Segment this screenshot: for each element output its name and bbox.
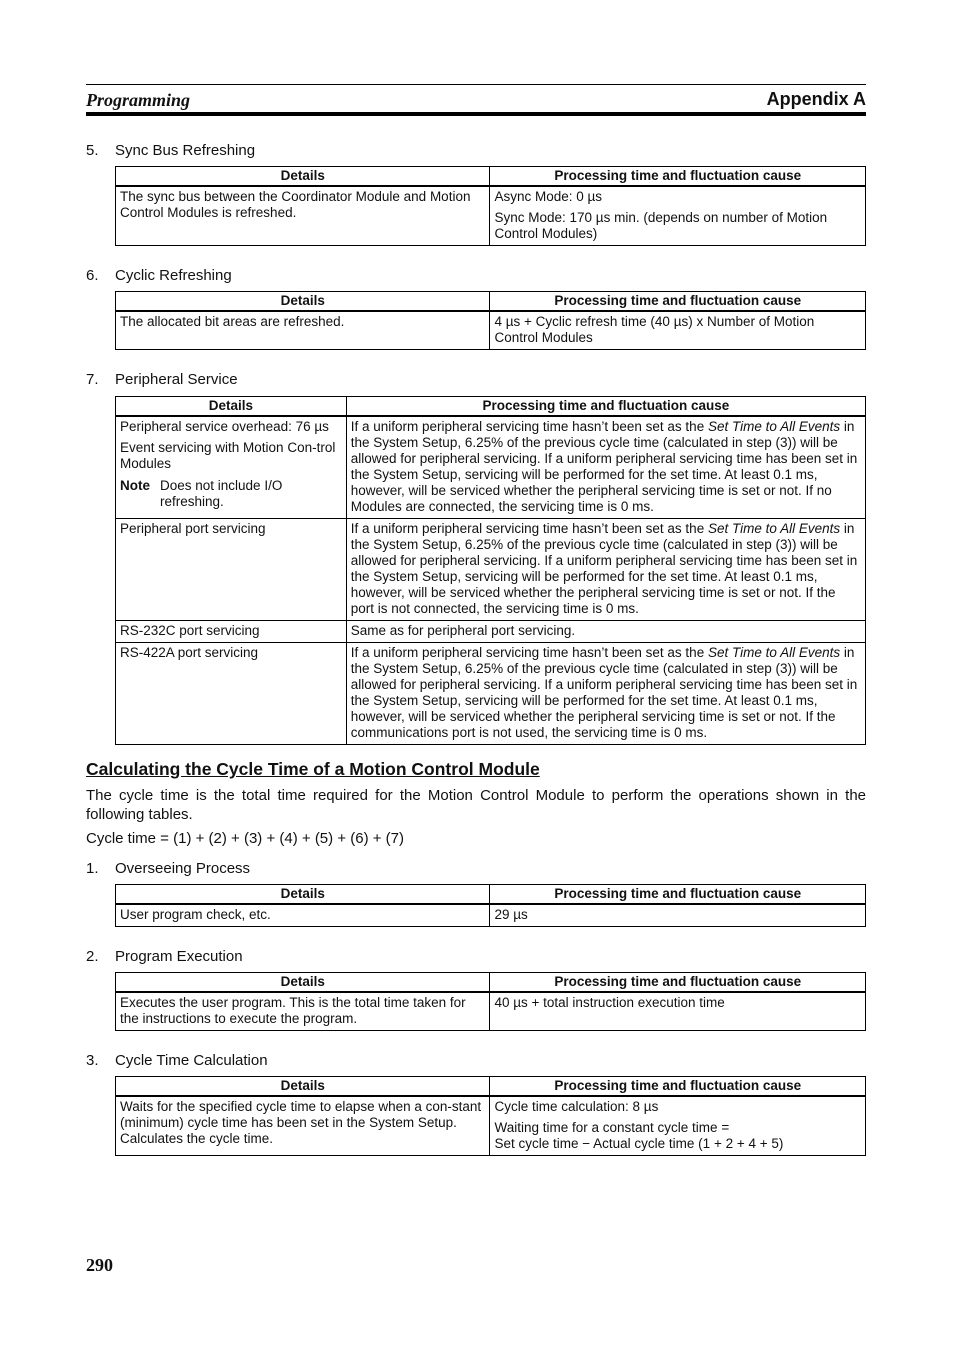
cell-processing: Same as for peripheral port servicing. — [346, 620, 865, 642]
header-rule-top — [86, 84, 866, 85]
cycle-time-formula: Cycle time = (1) + (2) + (3) + (4) + (5) + (6) + (7) — [86, 830, 405, 847]
processing-text: in the System Setup, 6.25% of the previous cycle time (calculated in step (3)) will be allowed for peripheral servicing. If a uniform peripheral servicing time has been set in the System Setup, servicing will be performed for the set time. At least 0.1 ms, however, will be serviced whether the peripheral servicing time is set or not. If the communications port is not used, the servicing time is 0 ms. — [350, 644, 858, 740]
processing-line: Async Mode: 0 µs — [494, 188, 603, 204]
col-header-processing: Processing time and fluctuation cause — [346, 397, 865, 416]
item-number: 1. — [86, 860, 99, 877]
note-text: Does not include I/O refreshing. — [160, 477, 283, 509]
item-title: Sync Bus Refreshing — [115, 142, 256, 159]
table-overseeing-process — [115, 884, 866, 927]
note-label: Note — [120, 477, 150, 493]
col-header-processing: Processing time and fluctuation cause — [490, 885, 866, 904]
setting-name: Set Time to All Events — [707, 418, 841, 434]
item-cycle-time-calculation — [86, 1052, 268, 1069]
cell-processing — [490, 1096, 866, 1156]
item-number: 7. — [86, 371, 99, 388]
table-cyclic-refreshing — [115, 291, 866, 350]
header-rule-bottom — [86, 112, 866, 116]
item-overseeing-process — [86, 860, 250, 877]
col-header-details: Details — [116, 1077, 490, 1096]
processing-line: Cycle time calculation: 8 µs — [494, 1098, 659, 1114]
col-header-details: Details — [116, 167, 490, 186]
cell-details: Peripheral port servicing — [116, 518, 347, 620]
processing-line: Set cycle time − Actual cycle time (1 + 2 + 4 + 5) — [494, 1135, 784, 1151]
table-program-execution — [115, 972, 866, 1031]
item-title: Peripheral Service — [115, 371, 238, 388]
page-number: 290 — [86, 1255, 113, 1275]
cell-details: RS-422A port servicing — [116, 642, 347, 744]
cell-details: User program check, etc. — [116, 904, 490, 927]
table-cycle-time-calculation — [115, 1076, 866, 1156]
item-title: Program Execution — [115, 948, 243, 965]
processing-text: in the System Setup, 6.25% of the previous cycle time (calculated in step (3)) will be allowed for peripheral servicing. If a uniform peripheral servicing time has been set in the System Setup, servicing will be performed for the set time. At least 0.1 ms, however, will be serviced whether the peripheral servicing time is set or not. If the port is not connected, the servicing time is 0 ms. — [350, 520, 858, 616]
details-line: Event servicing with Motion Con-trol Modules — [120, 439, 336, 471]
processing-text: If a uniform peripheral servicing time hasn’t been set as the — [350, 520, 708, 536]
col-header-processing: Processing time and fluctuation cause — [490, 1077, 866, 1096]
item-cyclic-refreshing — [86, 267, 232, 284]
header-section-title: Programming — [86, 90, 191, 110]
col-header-processing: Processing time and fluctuation cause — [490, 167, 866, 186]
item-sync-bus-refreshing — [86, 142, 255, 159]
cell-processing: 4 µs + Cyclic refresh time (40 µs) x Number of Motion Control Modules — [490, 311, 866, 350]
note — [120, 478, 342, 510]
cell-details: The sync bus between the Coordinator Module and Motion Control Modules is refreshed. — [116, 186, 490, 246]
col-header-processing: Processing time and fluctuation cause — [490, 973, 866, 992]
processing-line: Sync Mode: 170 µs min. (depends on number of Motion Control Modules) — [494, 209, 828, 241]
col-header-processing: Processing time and fluctuation cause — [490, 292, 866, 311]
col-header-details: Details — [116, 885, 490, 904]
header-appendix-label: Appendix A — [766, 89, 866, 109]
cell-details — [116, 416, 347, 519]
processing-text: If a uniform peripheral servicing time hasn’t been set as the — [350, 644, 708, 660]
item-title: Cyclic Refreshing — [115, 267, 232, 284]
item-number: 5. — [86, 142, 99, 159]
intro-paragraph: The cycle time is the total time required for the Motion Control Module to perform the operations shown in the following tables. — [86, 787, 866, 823]
item-title: Cycle Time Calculation — [115, 1052, 268, 1069]
item-peripheral-service — [86, 371, 238, 388]
item-number: 3. — [86, 1052, 99, 1069]
table-peripheral-service — [115, 396, 866, 745]
col-header-details: Details — [116, 292, 490, 311]
processing-text: If a uniform peripheral servicing time hasn’t been set as the — [350, 418, 708, 434]
col-header-details: Details — [116, 973, 490, 992]
cell-details: Waits for the specified cycle time to elapse when a con-stant (minimum) cycle time has been set in the System Setup. Calculates the cycle time. — [116, 1096, 490, 1156]
details-line: Peripheral service overhead: 76 µs — [120, 418, 329, 434]
setting-name: Set Time to All Events — [707, 644, 841, 660]
item-number: 6. — [86, 267, 99, 284]
cell-processing — [346, 518, 865, 620]
table-sync-bus — [115, 166, 866, 246]
processing-text: in the System Setup, 6.25% of the previous cycle time (calculated in step (3)) will be allowed for peripheral servicing. If a uniform peripheral servicing time has been set in the System Setup, servicing will be performed for the set time. At least 0.1 ms, however, will be serviced whether the peripheral servicing time is set or not. If no Modules are connected, the servicing time is 0 ms. — [350, 418, 858, 514]
cell-processing — [346, 642, 865, 744]
section-heading: Calculating the Cycle Time of a Motion Control Module — [86, 759, 540, 779]
cell-details: The allocated bit areas are refreshed. — [116, 311, 490, 350]
cell-processing: 40 µs + total instruction execution time — [490, 992, 866, 1031]
cell-details: RS-232C port servicing — [116, 620, 347, 642]
item-title: Overseeing Process — [115, 860, 251, 877]
item-program-execution — [86, 948, 243, 965]
item-number: 2. — [86, 948, 99, 965]
processing-line: Waiting time for a constant cycle time = — [494, 1119, 730, 1135]
cell-processing — [490, 186, 866, 246]
col-header-details: Details — [116, 397, 347, 416]
cell-details: Executes the user program. This is the total time taken for the instructions to execute the program. — [116, 992, 490, 1031]
cell-processing: 29 µs — [490, 904, 866, 927]
cell-processing — [346, 416, 865, 519]
setting-name: Set Time to All Events — [707, 520, 841, 536]
